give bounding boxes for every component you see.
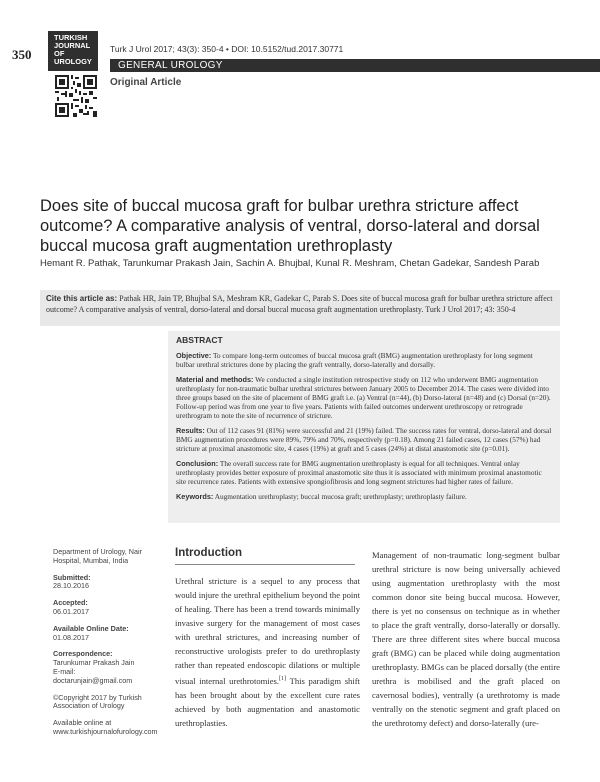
body-column-right: Management of non-traumatic long-segment bulbar urethral stricture is now being universally achieved using augmentation urethroplasty with the most common donor site being buccal mucosa. However, there is yet no consensus on technique as in whether to place the graft ventrally, dorso-laterally or dorsally. There are three different sites where buccal mucosa graft (BMG) can be placed while doing augmentation urethroplasty. BMGs can be placed dorsally (the entire urethra is mobilised and the graft placed on cavernosal bodies), ventrally (a urethrotomy is made ventrally on the stenotic segment and graft placed on the urethrotomy defect) and dorso-laterally (ure- [372,550,560,728]
online-label: Available Online Date: [53,623,129,633]
intro-paragraph-1a: Urethral stricture is a sequel to any process that would injure the urethral epithelium beyond the point of healing. There has been a trend towards minimally invasive surgery for the management of most cases with urethral strictures, and increasing number of reconstructive urologists prefer to do urethroplasty rather than repeated endoscopic dilations or multiple visual internal urethrotomies. [175,576,360,686]
affiliation: Department of Urology, Nair Hospital, Mumbai, India [53,547,142,565]
qr-code-icon[interactable] [55,75,97,117]
accepted-info [53,599,163,617]
objective-label: Objective: [176,351,212,360]
submitted-info [53,574,163,592]
online-date: 01.08.2017 [53,632,89,642]
heading-divider [175,564,355,565]
submitted-label: Submitted: [53,572,91,582]
journal-logo [48,31,98,71]
article-title: Does site of buccal mucosa graft for bulbar urethra stricture affect outcome? A comparative analysis of ventral, dorso-lateral and dorsal buccal mucosa graft augmentation urethroplasty [40,197,540,255]
email-label: E-mail: [53,666,76,676]
logo-line: TURKISH [54,33,88,42]
doi-citation-line: Turk J Urol 2017; 43(3): 350-4 • DOI: 10.5152/tud.2017.30771 [110,44,344,54]
cite-box [40,290,560,326]
accepted-date: 06.01.2017 [53,606,89,616]
conclusion-label: Conclusion: [176,459,219,468]
keywords-text: Augmentation urethroplasty; buccal mucosa graft; urethroplasty; urethroplasty failure. [214,492,467,501]
abstract-objective [176,351,552,369]
cite-text: Pathak HR, Jain TP, Bhujbal SA, Meshram KR, Gadekar C, Parab S. Does site of buccal mucosa graft for bulbar urethra stricture affect outcome? A comparative analysis of ventral, dorso-lateral and dorsal buccal mucosa graft augmentation urethroplasty. Turk J Urol 2017; 43: 350-4 [46,294,553,314]
reference-1[interactable]: [1] [279,676,287,682]
results-label: Results: [176,426,205,435]
copyright-notice: ©Copyright 2017 by Turkish Association of Urology [53,692,142,711]
body-column-left [175,574,360,730]
abstract-methods [176,375,552,420]
abstract-conclusion [176,459,552,486]
objective-text: To compare long-term outcomes of buccal mucosa graft (BMG) augmentation urethroplasty for long segment bulbar urethral strictures done by placing the graft ventrally, dorso-laterally and dorsally. [176,351,533,369]
cite-label: Cite this article as: [46,294,118,303]
article-info-sidebar [53,548,163,745]
available-label: Available online at [53,718,112,728]
author-list: Hemant R. Pathak, Tarunkumar Prakash Jain, Sachin A. Bhujbal, Kunal R. Meshram, Chetan Gadekar, Sandesh Parab [40,258,540,269]
correspondence-info [53,650,163,685]
correspondence-label: Correspondence: [53,649,113,659]
online-info [53,625,163,643]
email-link[interactable]: doctarunjain@gmail.com [53,675,133,685]
intro-paragraph-1b: This paradigm shift has been brought about by the excellent cure rates achieved by both augmentation and anastomotic urethroplasties. [175,675,360,728]
conclusion-text: The overall success rate for BMG augmentation urethroplasty is equal for all techniques. Ventral onlay urethroplasty provides better exposure of proximal anastomotic site thus it is associated with minimum proximal anastomotic site recurrence rates. Patients with extensive spongiofibrosis and long segment strictures had higher rates of failure. [176,459,542,486]
abstract-results [176,426,552,453]
results-text: Out of 112 cases 91 (81%) were successful and 21 (19%) failed. The success rates for ventral, dorso-lateral and dorsal BMG augmentation procedures were 89%, 79% and 70%, respectively (p=0.18). Among 21 failed cases, 12 cases (57%) had stricture at proximal anastomotic site, 4 cases (19%) at graft and 5 cases (24%) at distal anastomotic site (p=0.01). [176,426,552,453]
introduction-heading: Introduction [175,547,243,559]
page-number: 350 [12,47,32,62]
accepted-label: Accepted: [53,598,88,608]
logo-line: JOURNAL OF [54,41,91,58]
article-type: Original Article [110,77,182,88]
methods-label: Material and methods: [176,375,254,384]
section-label: GENERAL UROLOGY [110,59,600,72]
website-link[interactable]: www.turkishjournalofurology.com [53,726,158,736]
abstract-keywords [176,492,552,501]
availability-info [53,719,163,737]
methods-text: We conducted a single institution retrospective study on 112 who underwent BMG augmentation urethroplasty for non-traumatic bulbar urethral strictures between January 2005 to December 2014. The cases were divided into three groups based on the site of placement of BMG graft i.e. (a) Ventral (n=44), (b) Dorso-lateral (n=48) and (c) Dorsal (n=20). Follow-up period was from one year to five years. Patients with failed outcomes underwent urethroscopy or retrograde urethrogram to note the site of recurrence of stricture. [176,375,551,420]
abstract-box [168,331,560,523]
logo-line: UROLOGY [54,57,92,66]
abstract-heading: ABSTRACT [176,335,223,345]
submitted-date: 28.10.2016 [53,581,89,591]
correspondence-name: Tarunkumar Prakash Jain [53,658,135,668]
keywords-label: Keywords: [176,492,214,501]
